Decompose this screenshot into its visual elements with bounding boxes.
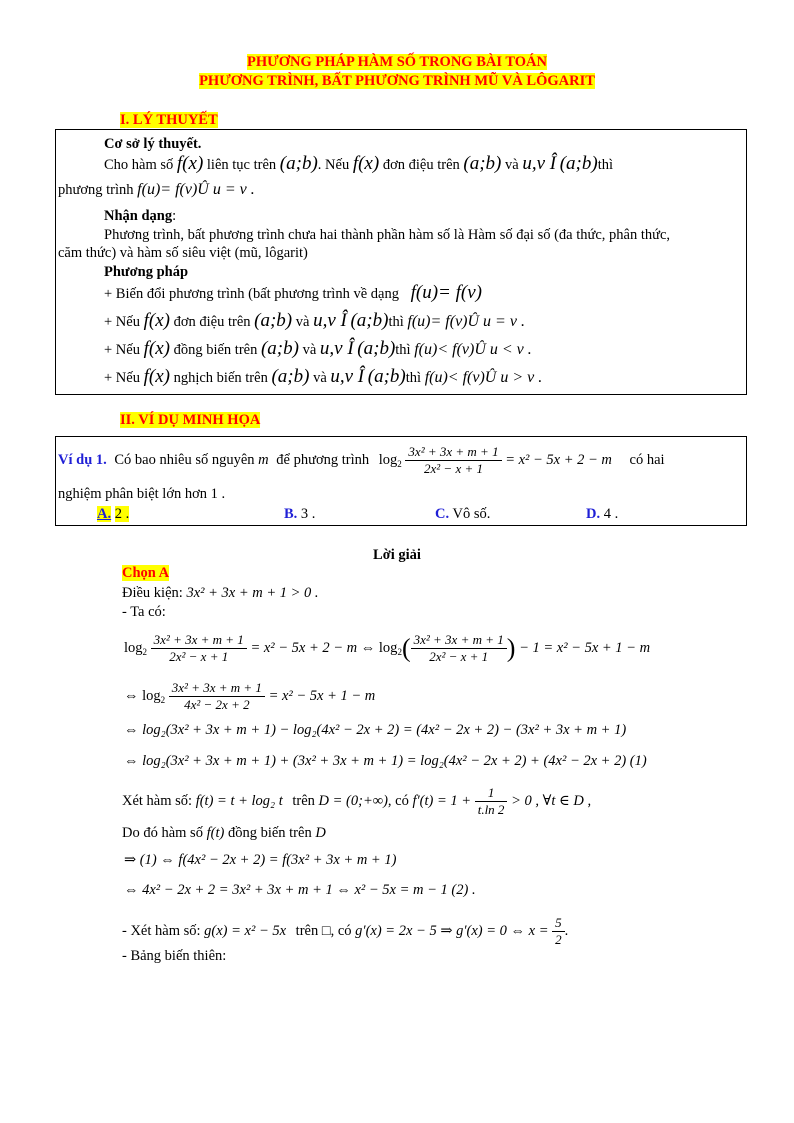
- title-line-2: PHƯƠNG TRÌNH, BẤT PHƯƠNG TRÌNH MŨ VÀ LÔGARIT: [199, 73, 595, 89]
- step-5: ⇒ (1) ⇔ f(4x² − 2x + 2) = f(3x² + 3x + m + 1): [124, 852, 397, 868]
- example-fraction: $\frac{\text{3x² + 3x + m + 1}}{\text{2x² − x + 1}}$: [405, 444, 501, 477]
- variation-table-label: - Bảng biến thiên:: [122, 948, 227, 964]
- recognize-text-2: căm thức) và hàm số siêu việt (mũ, lôgarit): [58, 245, 308, 261]
- method-line-1: + Biến đổi phương trình (bất phương trình về dạng f(u)= f(v): [104, 282, 482, 303]
- consider-line: Xét hàm số: f(t) = t + log₂ t trên D = (0;+∞), có f′(t) = 1 + $\frac{1}{t.\ln 2}$ > 0 , ∀t ∈ D ,: [122, 785, 592, 817]
- step-6: ⇔ 4x² − 2x + 2 = 3x² + 3x + m + 1 ⇔ x² − 5x = m − 1 (2) .: [124, 882, 476, 898]
- title-line-1: PHƯƠNG PHÁP HÀM SỐ TRONG BÀI TOÁN: [247, 54, 547, 70]
- method-line-3: + Nếu f(x) đồng biến trên (a;b) và u,v Î (a;b)thì f(u)< f(v)Û u < v .: [104, 338, 532, 359]
- step-4: ⇔ log₂(3x² + 3x + m + 1) + (3x² + 3x + m + 1) = log₂(4x² − 2x + 2) + (4x² − 2x + 2) (1): [124, 753, 647, 769]
- step-3: ⇔ log₂(3x² + 3x + m + 1) − log₂(4x² − 2x + 2) = (4x² − 2x + 2) − (3x² + 3x + m + 1): [124, 722, 627, 738]
- option-b[interactable]: B. 3 .: [284, 506, 316, 522]
- option-c[interactable]: C. Vô số.: [435, 506, 491, 522]
- we-have-line: - Ta có:: [122, 604, 166, 620]
- basis-label: Cơ sở lý thuyết.: [104, 136, 202, 152]
- solution-heading: Lời giải: [373, 547, 421, 563]
- option-a[interactable]: A. 2 .: [97, 506, 130, 522]
- condition-line: Điều kiện: 3x² + 3x + m + 1 > 0 .: [122, 585, 319, 601]
- section-1-heading: I. LÝ THUYẾT: [120, 112, 218, 128]
- page-subtitle: [0, 73, 794, 90]
- method-line-4: + Nếu f(x) nghịch biến trên (a;b) và u,v Î (a;b)thì f(u)< f(v)Û u > v .: [104, 366, 543, 387]
- chosen-answer: Chọn A: [122, 565, 170, 581]
- step-1: $\log_2$ $\frac{\text{3x² + 3x + m + 1}}{\text{2x² − x + 1}}$ = x² − 5x + 2 − m ⇔ $\log_2$( $\frac{\text{3x² + 3x + m + 1}}{\text{2x² − x + 1}}$ ) − 1 = x² − 5x + 1 − m: [124, 632, 651, 664]
- step-2: ⇔ $\log_2$ $\frac{\text{3x² + 3x + m + 1}}{\text{4x² − 2x + 2}}$ = x² − 5x + 1 − m: [124, 680, 376, 712]
- method-line-2: + Nếu f(x) đơn điệu trên (a;b) và u,v Î (a;b)thì f(u)= f(v)Û u = v .: [104, 310, 525, 331]
- option-d[interactable]: D. 4 .: [586, 506, 619, 522]
- page-title: [0, 54, 794, 71]
- method-label: Phương pháp: [104, 264, 189, 280]
- basis-line-2: phương trình f(u)= f(v)Û u = v .: [58, 181, 255, 198]
- recognize-text-1: Phương trình, bất phương trình chưa hai thành phần hàm số là Hàm số đại số (đa thức, phân thức,: [104, 227, 671, 243]
- example-line-1: Ví dụ 1. Có bao nhiêu số nguyên m để phương trình $\log_2$ $\frac{\text{3x² + 3x + m + 1}}{\text{2x² − x + 1}}$ = x² − 5x + 2 − m có hai: [58, 444, 665, 476]
- g-function-line: - Xét hàm số: g(x) = x² − 5x trên □, có g′(x) = 2x − 5 ⇒ g′(x) = 0 ⇔ x = $\frac{5}{2}$ .: [122, 915, 569, 947]
- section-2-heading: II. VÍ DỤ MINH HỌA: [120, 412, 261, 428]
- recognize-label: Nhận dạng:: [104, 208, 177, 224]
- basis-line-1: Cho hàm số f(x) liên tục trên (a;b). Nếu f(x) đơn điệu trên (a;b) và u,v Î (a;b)thì: [104, 153, 613, 174]
- example-line-2: nghiệm phân biệt lớn hơn 1 .: [58, 486, 226, 502]
- thus-line: Do đó hàm số f(t) đồng biến trên D: [122, 825, 326, 841]
